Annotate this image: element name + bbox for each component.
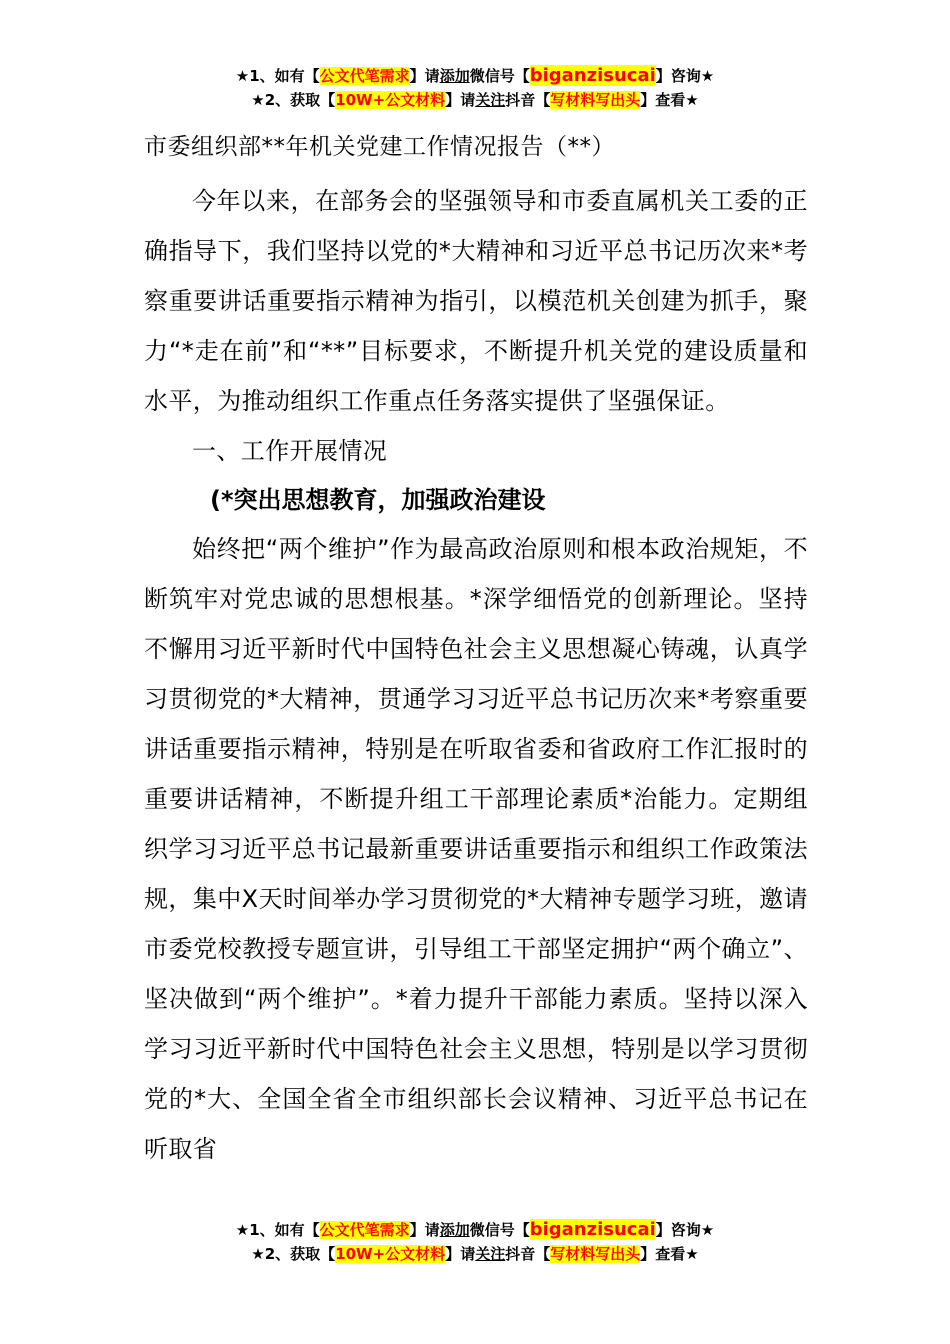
banner-line-1 — [0, 1218, 950, 1242]
document-body — [144, 124, 808, 1174]
banner-line-2 — [0, 1242, 950, 1266]
banner-text: 】查看★ — [640, 1245, 699, 1263]
banner-text: 】请 — [409, 1221, 440, 1239]
banner-text: 】请 — [445, 1245, 476, 1263]
banner-underlined: 关注 — [475, 91, 506, 109]
banner-highlight: 10W+公文材料 — [335, 91, 446, 109]
banner-text: ★2、获取【 — [251, 1245, 336, 1263]
banner-text: 】查看★ — [640, 91, 699, 109]
header-banner — [0, 64, 950, 112]
banner-highlight: 公文代笔需求 — [319, 1221, 410, 1239]
banner-text: ★1、如有【 — [235, 67, 320, 85]
banner-highlight: 10W+公文材料 — [335, 1245, 446, 1263]
banner-text: 】请 — [409, 67, 440, 85]
banner-text: 抖音【 — [505, 91, 551, 109]
body-paragraph: 始终把“两个维护”作为最高政治原则和根本政治规矩，不断筑牢对党忠诚的思想根基。*深学细悟党的创新理论。坚持不懈用习近平新时代中国特色社会主义思想凝心铸魂，认真学习贯彻党的*大精神，贯通学习习近平总书记历次来*考察重要讲话重要指示精神，特别是在听取省委和省政府工作汇报时的重要讲话精神，不断提升组工干部理论素质*治能力。定期组织学习习近平总书记最新重要讲话重要指示和组织工作政策法规，集中X天时间举办学习贯彻党的*大精神专题学习班，邀请市委党校教授专题宣讲，引导组工干部坚定拥护“两个确立”、坚决做到“两个维护”。*着力提升干部能力素质。坚持以深入学习习近平新时代中国特色社会主义思想，特别是以学习贯彻党的*大、全国全省全市组织部长会议精神、习近平总书记在听取省 — [144, 535, 808, 1163]
footer-banner — [0, 1218, 950, 1266]
banner-text: 微信号【 — [469, 67, 530, 85]
banner-douyin-name: 写材料写出头 — [550, 91, 641, 109]
banner-wechat-id: biganzisucai — [529, 1219, 656, 1240]
section-heading: 一、工作开展情况 — [192, 437, 388, 465]
banner-text: ★1、如有【 — [235, 1221, 320, 1239]
banner-text: 】请 — [445, 91, 476, 109]
banner-line-2 — [0, 88, 950, 112]
banner-highlight: 公文代笔需求 — [319, 67, 410, 85]
banner-wechat-id: biganzisucai — [529, 65, 656, 86]
banner-underlined: 添加 — [439, 1221, 470, 1239]
banner-text: 抖音【 — [505, 1245, 551, 1263]
banner-text: 】咨询★ — [655, 1221, 715, 1239]
banner-text: 微信号【 — [469, 1221, 530, 1239]
banner-underlined: 添加 — [439, 67, 470, 85]
banner-douyin-name: 写材料写出头 — [550, 1245, 641, 1263]
banner-text: 】咨询★ — [655, 67, 715, 85]
banner-underlined: 关注 — [475, 1245, 506, 1263]
document-title: 市委组织部**年机关党建工作情况报告（**） — [144, 134, 615, 160]
banner-text: ★2、获取【 — [251, 91, 336, 109]
intro-paragraph: 今年以来，在部务会的坚强领导和市委直属机关工委的正确指导下，我们坚持以党的*大精神和习近平总书记历次来*考察重要讲话重要指示精神为指引，以模范机关创建为抓手，聚力“*走在前”和“**”目标要求，不断提升机关党的建设质量和水平，为推动组织工作重点任务落实提供了坚强保证。 — [144, 187, 808, 415]
banner-line-1 — [0, 64, 950, 88]
subsection-heading: (*突出思想教育，加强政治建设 — [210, 486, 546, 514]
